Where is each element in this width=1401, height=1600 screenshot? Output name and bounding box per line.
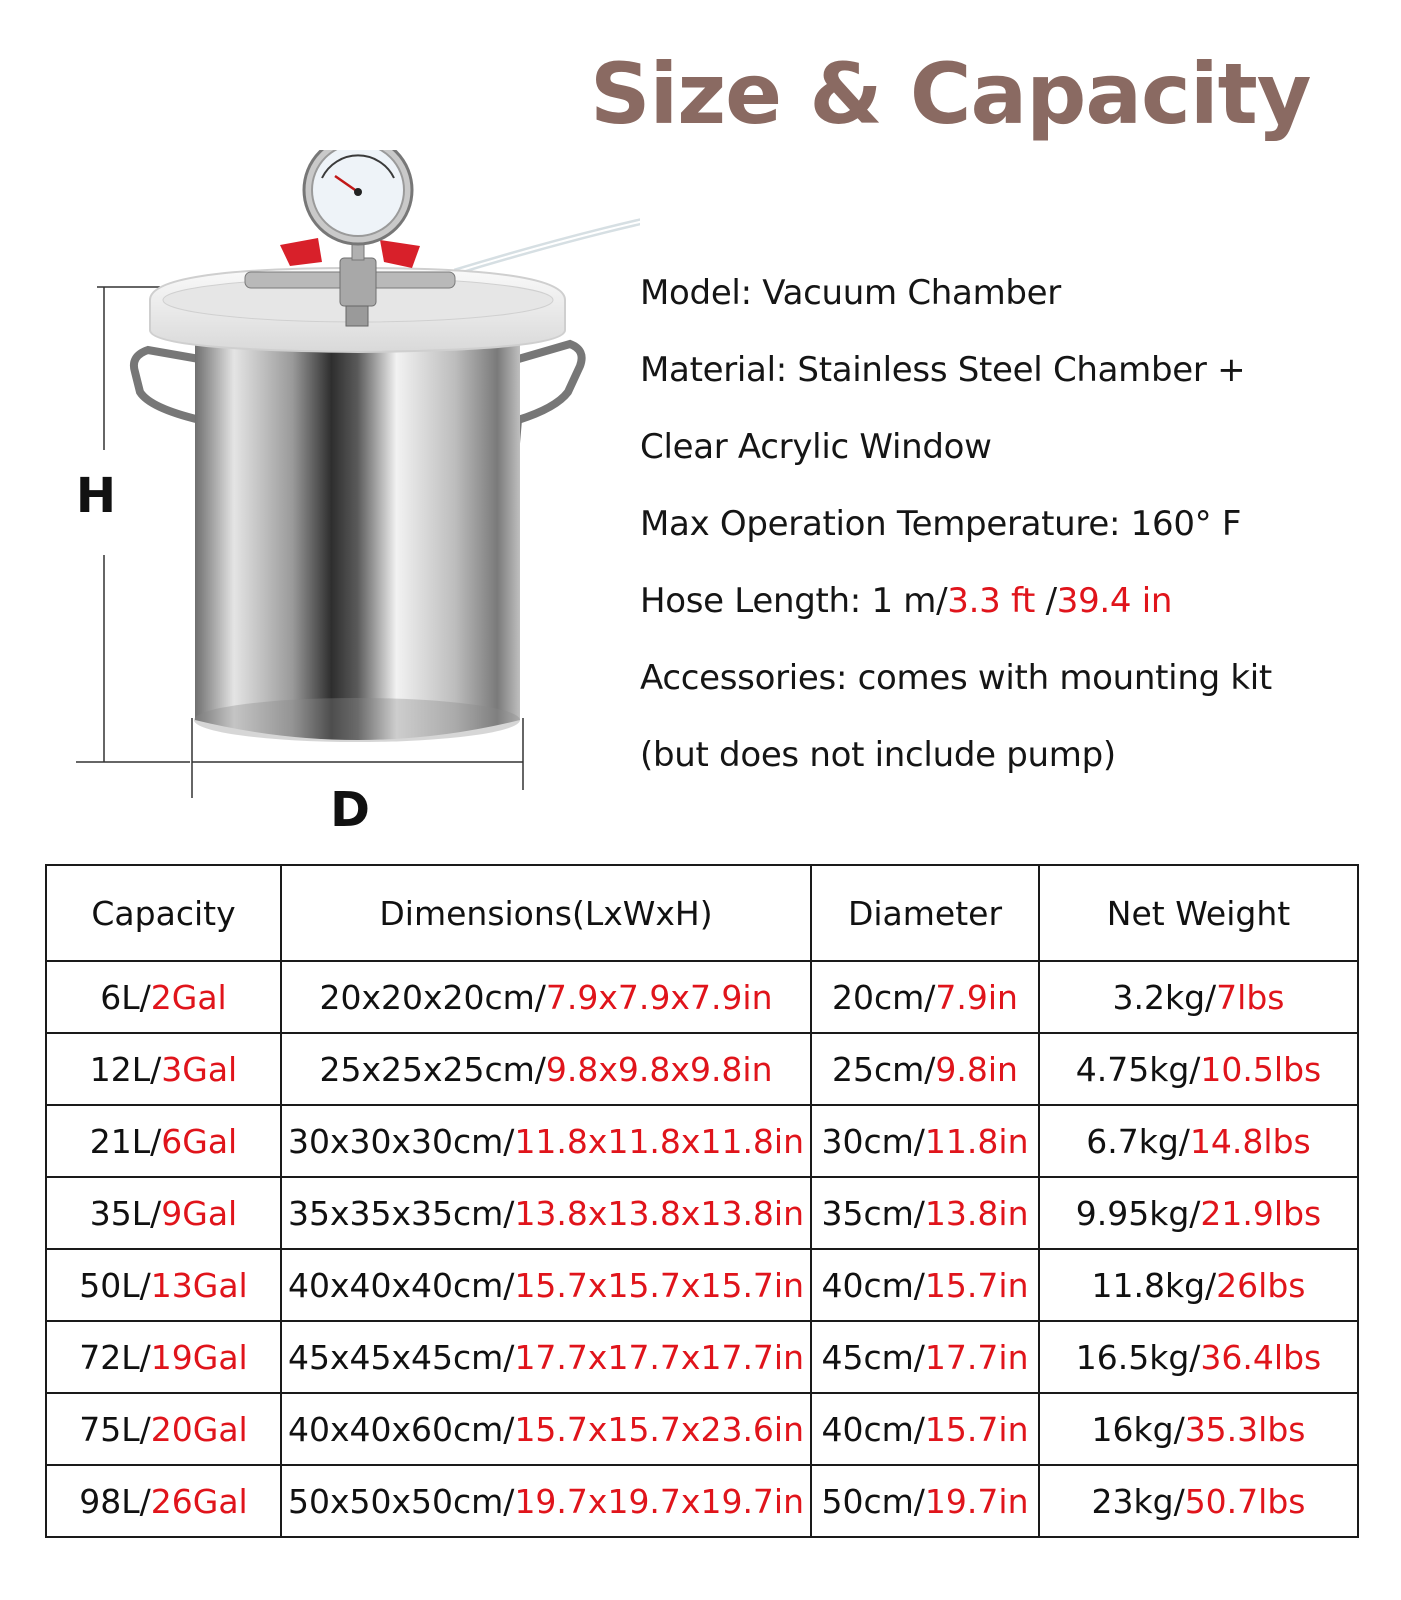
vacuum-gauge-icon: [304, 150, 412, 244]
cell-diameter: 20cm/7.9in: [811, 961, 1039, 1033]
right-handle: [515, 344, 582, 455]
cell-diameter: 50cm/19.7in: [811, 1465, 1039, 1537]
cell-capacity: 6L/2Gal: [46, 961, 281, 1033]
cell-capacity: 50L/13Gal: [46, 1249, 281, 1321]
cell-dimensions: 25x25x25cm/9.8x9.8x9.8in: [281, 1033, 811, 1105]
table-row: [46, 1105, 1358, 1177]
cell-net-weight: 3.2kg/7lbs: [1039, 961, 1358, 1033]
cell-net-weight: 9.95kg/21.9lbs: [1039, 1177, 1358, 1249]
cell-diameter: 25cm/9.8in: [811, 1033, 1039, 1105]
cell-dimensions: 30x30x30cm/11.8x11.8x11.8in: [281, 1105, 811, 1177]
table-row: [46, 1321, 1358, 1393]
cell-dimensions: 40x40x40cm/15.7x15.7x15.7in: [281, 1249, 811, 1321]
spec-material-continued: Clear Acrylic Window: [640, 427, 992, 467]
cell-net-weight: 23kg/50.7lbs: [1039, 1465, 1358, 1537]
cell-dimensions: 40x40x60cm/15.7x15.7x23.6in: [281, 1393, 811, 1465]
cell-diameter: 40cm/15.7in: [811, 1393, 1039, 1465]
diameter-label: D: [330, 782, 370, 838]
left-handle: [134, 350, 205, 460]
spec-hose-length: Hose Length: 1 m/3.3 ft /39.4 in: [640, 581, 1173, 621]
header-dimensions: Dimensions(LxWxH): [281, 865, 811, 961]
cell-capacity: 35L/9Gal: [46, 1177, 281, 1249]
cell-net-weight: 4.75kg/10.5lbs: [1039, 1033, 1358, 1105]
table-header-row: [46, 865, 1358, 961]
cell-dimensions: 20x20x20cm/7.9x7.9x7.9in: [281, 961, 811, 1033]
capacity-table: [45, 864, 1359, 1538]
spec-accessories-note: (but does not include pump): [640, 735, 1116, 775]
cell-dimensions: 45x45x45cm/17.7x17.7x17.7in: [281, 1321, 811, 1393]
cell-net-weight: 16kg/35.3lbs: [1039, 1393, 1358, 1465]
right-valve-handle-icon: [380, 240, 420, 268]
vacuum-chamber-illustration: [60, 150, 640, 850]
cell-diameter: 35cm/13.8in: [811, 1177, 1039, 1249]
spec-material: Material: Stainless Steel Chamber +: [640, 350, 1246, 390]
header-net-weight: Net Weight: [1039, 865, 1358, 961]
spec-model: Model: Vacuum Chamber: [640, 273, 1061, 313]
cell-capacity: 98L/26Gal: [46, 1465, 281, 1537]
cell-capacity: 21L/6Gal: [46, 1105, 281, 1177]
cell-net-weight: 16.5kg/36.4lbs: [1039, 1321, 1358, 1393]
cell-capacity: 75L/20Gal: [46, 1393, 281, 1465]
table-row: [46, 1465, 1358, 1537]
chamber-body: [195, 335, 520, 740]
height-label: H: [75, 468, 117, 524]
left-valve-handle-icon: [280, 238, 322, 266]
table-row: [46, 1177, 1358, 1249]
cell-net-weight: 11.8kg/26lbs: [1039, 1249, 1358, 1321]
table-row: [46, 1393, 1358, 1465]
cell-diameter: 45cm/17.7in: [811, 1321, 1039, 1393]
spec-list: [640, 255, 1380, 794]
cell-net-weight: 6.7kg/14.8lbs: [1039, 1105, 1358, 1177]
table-row: [46, 1033, 1358, 1105]
header-diameter: Diameter: [811, 865, 1039, 961]
cell-capacity: 12L/3Gal: [46, 1033, 281, 1105]
page-title: Size & Capacity: [590, 45, 1311, 143]
table-row: [46, 961, 1358, 1033]
spec-temperature: Max Operation Temperature: 160° F: [640, 504, 1242, 544]
header-capacity: Capacity: [46, 865, 281, 961]
cell-dimensions: 35x35x35cm/13.8x13.8x13.8in: [281, 1177, 811, 1249]
spec-accessories: Accessories: comes with mounting kit: [640, 658, 1272, 698]
cell-dimensions: 50x50x50cm/19.7x19.7x19.7in: [281, 1465, 811, 1537]
cell-capacity: 72L/19Gal: [46, 1321, 281, 1393]
table-row: [46, 1249, 1358, 1321]
cell-diameter: 30cm/11.8in: [811, 1105, 1039, 1177]
cell-diameter: 40cm/15.7in: [811, 1249, 1039, 1321]
